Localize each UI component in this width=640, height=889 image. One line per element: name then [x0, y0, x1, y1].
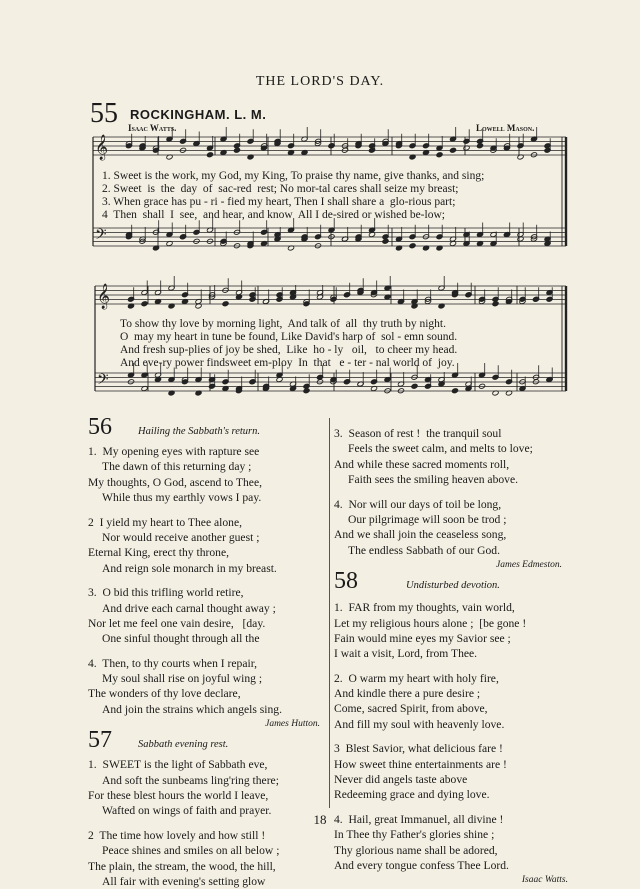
note-head: [451, 388, 458, 394]
hymn-55-music-credit: Lowell Mason.: [476, 123, 535, 133]
stanza-line: All fair with evening's setting glow: [102, 874, 266, 888]
hymn-57-stanza-2: [88, 828, 328, 889]
stanza-line: And fill my soul with heavenly love.: [334, 717, 505, 731]
note-head: [222, 301, 229, 307]
note-head: [343, 379, 350, 385]
note-head: [152, 147, 159, 153]
stanza-line: Nor let me feel one vain desire, [day.: [88, 616, 266, 630]
stanza-line: Never did angels taste above: [334, 773, 468, 787]
stanza-line: And every tongue confess Thee Lord.: [334, 858, 509, 872]
stanza-line: The wonders of thy love declare,: [88, 687, 241, 701]
stanza-line: Faith sees the smiling heaven above.: [348, 473, 519, 487]
note-head: [141, 301, 148, 307]
stanza-line: And kindle there a pure desire ;: [334, 687, 481, 701]
note-head: [343, 292, 350, 298]
hymn-55-verse-3-refrain-line: And fresh sup-plies of joy be shed, Like ho - ly oil, to cheer my head.: [120, 344, 458, 356]
note-head: [476, 143, 483, 149]
stanza-line: 2 The time how lovely and how still !: [88, 828, 266, 842]
hymn-58-heading: [334, 568, 574, 600]
hymn-57-heading: [88, 727, 328, 757]
note-head: [303, 301, 310, 307]
hymn-55-verse-4-refrain-line: And eve-ry power findsweet em-ploy In that e - ter - nal world of joy.: [120, 357, 455, 369]
stanza-line: 3. Season of rest ! the tranquil soul: [334, 427, 502, 440]
hymn-55-verse-4-line: 4 Then shall I see, and hear, and know All I de-sired or wished be-low;: [102, 209, 445, 221]
hymn-55-tune-name: ROCKINGHAM. L. M.: [130, 107, 267, 122]
stanza-line: The plain, the stream, the wood, the hill,: [88, 859, 276, 873]
stanza-line: Eternal King, erect thy throne,: [88, 546, 230, 560]
note-head: [179, 234, 186, 240]
note-head: [328, 143, 335, 149]
treble-clef: 𝄞: [97, 284, 111, 309]
stanza-line: Peace shines and smiles on all below ;: [102, 844, 280, 858]
stanza-line: Wafted on wings of faith and prayer.: [102, 804, 272, 818]
note-head: [449, 147, 456, 153]
stanza-line: Redeeming grace and dying love.: [334, 788, 490, 802]
note-head: [436, 152, 443, 158]
stanza-line: 4. Nor will our days of toil be long,: [334, 497, 502, 511]
stanza-line: 4. Hail, great Immanuel, all divine !: [334, 812, 504, 826]
hymn-56-stanza-1: [88, 444, 328, 506]
note-head: [409, 243, 416, 249]
hymn-56-title: Hailing the Sabbath's return.: [138, 426, 261, 437]
note-head: [532, 296, 539, 302]
stanza-line: The endless Sabbath of our God.: [348, 543, 500, 557]
note-head: [411, 383, 418, 389]
hymn-57-stanza-3: [334, 426, 574, 488]
hymn-57-number: 57: [88, 727, 112, 754]
hymn-55-verse-1-line: 1. Sweet is the work, my God, my King, To praise thy name, give thanks, and sing;: [102, 170, 485, 182]
hymn-55-verse-1-refrain-line: To show thy love by morning light, And talk of all thy truth by night.: [120, 318, 446, 330]
hymn-56-stanza-4: [88, 656, 328, 718]
stanza-line: 1. My opening eyes with rapture see: [88, 445, 260, 458]
stanza-line: My soul shall rise on joyful wing ;: [102, 672, 263, 686]
hymn-57-stanza-1: [88, 757, 328, 819]
hymn-58-title: Undisturbed devotion.: [406, 580, 500, 592]
hymn-58-stanza-3: [334, 741, 574, 803]
stanza-line: And drive each carnal thought away ;: [102, 601, 276, 615]
stanza-line: 3 Blest Savior, what delicious fare !: [334, 742, 503, 756]
running-head: THE LORD'S DAY.: [255, 74, 385, 89]
stanza-line: And while these sacred moments roll,: [334, 457, 510, 471]
hymn-56-stanza-2: [88, 515, 328, 577]
stanza-line: In Thee thy Father's glories shine ;: [334, 828, 495, 842]
hymn-55-verse-2-refrain-line: O may my heart in tune be found, Like David's harp of sol - emn sound.: [120, 331, 458, 343]
hymn-58-stanza-2: [334, 671, 574, 733]
hymn-57-author: James Edmeston.: [496, 560, 562, 571]
stanza-line: Our pilgrimage will soon be trod ;: [348, 512, 507, 526]
note-head: [382, 238, 389, 244]
note-head: [303, 388, 310, 394]
hymn-56-author: James Hutton.: [265, 719, 320, 730]
hymn-55-verse-2-line: 2. Sweet is the day of sac-red rest; No mor-tal cares shall seize my breast;: [102, 183, 459, 195]
hymn-56-stanza-3: [88, 585, 328, 647]
note-head: [492, 301, 499, 307]
bass-clef: 𝄢: [97, 371, 109, 392]
hymn-58-author: Isaac Watts.: [521, 875, 568, 886]
note-head: [465, 292, 472, 298]
stanza-line: Nor would receive another guest ;: [102, 530, 260, 544]
note-head: [249, 379, 256, 385]
stanza-line: For these blest hours the world I leave,: [88, 789, 269, 803]
hymn-56-heading: [88, 414, 328, 444]
hymn-58-stanza-1: [334, 600, 574, 662]
stanza-line: 2 I yield my heart to Thee alone,: [88, 515, 242, 529]
stanza-line: Feels the sweet calm, and melts to love;: [348, 442, 533, 456]
hymn-57-title: Sabbath evening rest.: [138, 739, 229, 751]
column-divider: [329, 418, 330, 808]
stanza-line: The dawn of this returning day ;: [102, 460, 252, 474]
hymn-55-words-credit: Isaac Watts.: [128, 123, 177, 133]
stanza-line: 2. O warm my heart with holy fire,: [334, 671, 499, 685]
stanza-line: Let my religious hours alone ; [be gone !: [334, 616, 527, 630]
note-head: [233, 147, 240, 153]
hymn-55-verse-3-line: 3. When grace has pu - ri - fied my heart, Then I shall share a glo-rious part;: [102, 196, 456, 208]
stanza-line: While thus my earthly vows I pay.: [102, 491, 262, 505]
hymn-58-number: 58: [334, 568, 358, 595]
stanza-line: Fain would mine eyes my Savior see ;: [334, 631, 511, 645]
note-head: [181, 379, 188, 385]
stanza-line: 1. FAR from my thoughts, vain world,: [334, 601, 515, 615]
stanza-line: Come, sacred Spirit, from above,: [334, 702, 488, 716]
stanza-line: How sweet thine entertainments are !: [334, 757, 507, 771]
bass-clef: 𝄢: [95, 226, 107, 247]
stanza-line: And we shall join the ceaseless song,: [334, 528, 507, 542]
hymn-56-number: 56: [88, 414, 112, 440]
stanza-line: Thy glorious name shall be adored,: [334, 843, 498, 857]
treble-clef: 𝄞: [95, 135, 109, 160]
stanza-line: My thoughts, O God, ascend to Thee,: [88, 475, 262, 489]
stanza-line: One sinful thought through all the: [102, 632, 260, 646]
page-number: 18: [313, 812, 327, 827]
stanza-line: I wait a visit, Lord, from Thee.: [334, 647, 478, 661]
stanza-line: 1. SWEET is the light of Sabbath eve,: [88, 758, 268, 772]
stanza-line: And soft the sunbeams ling'ring there;: [102, 773, 279, 787]
stanza-line: And join the strains which angels sing.: [102, 702, 283, 716]
hymn-55-number: 55: [90, 98, 118, 129]
hymn-57-stanza-4: [334, 497, 574, 559]
stanza-line: 3. O bid this trifling world retire,: [88, 586, 244, 600]
stanza-line: And reign sole monarch in my breast.: [102, 561, 277, 575]
note-head: [206, 152, 213, 158]
stanza-line: 4. Then, to thy courts when I repair,: [88, 656, 257, 670]
